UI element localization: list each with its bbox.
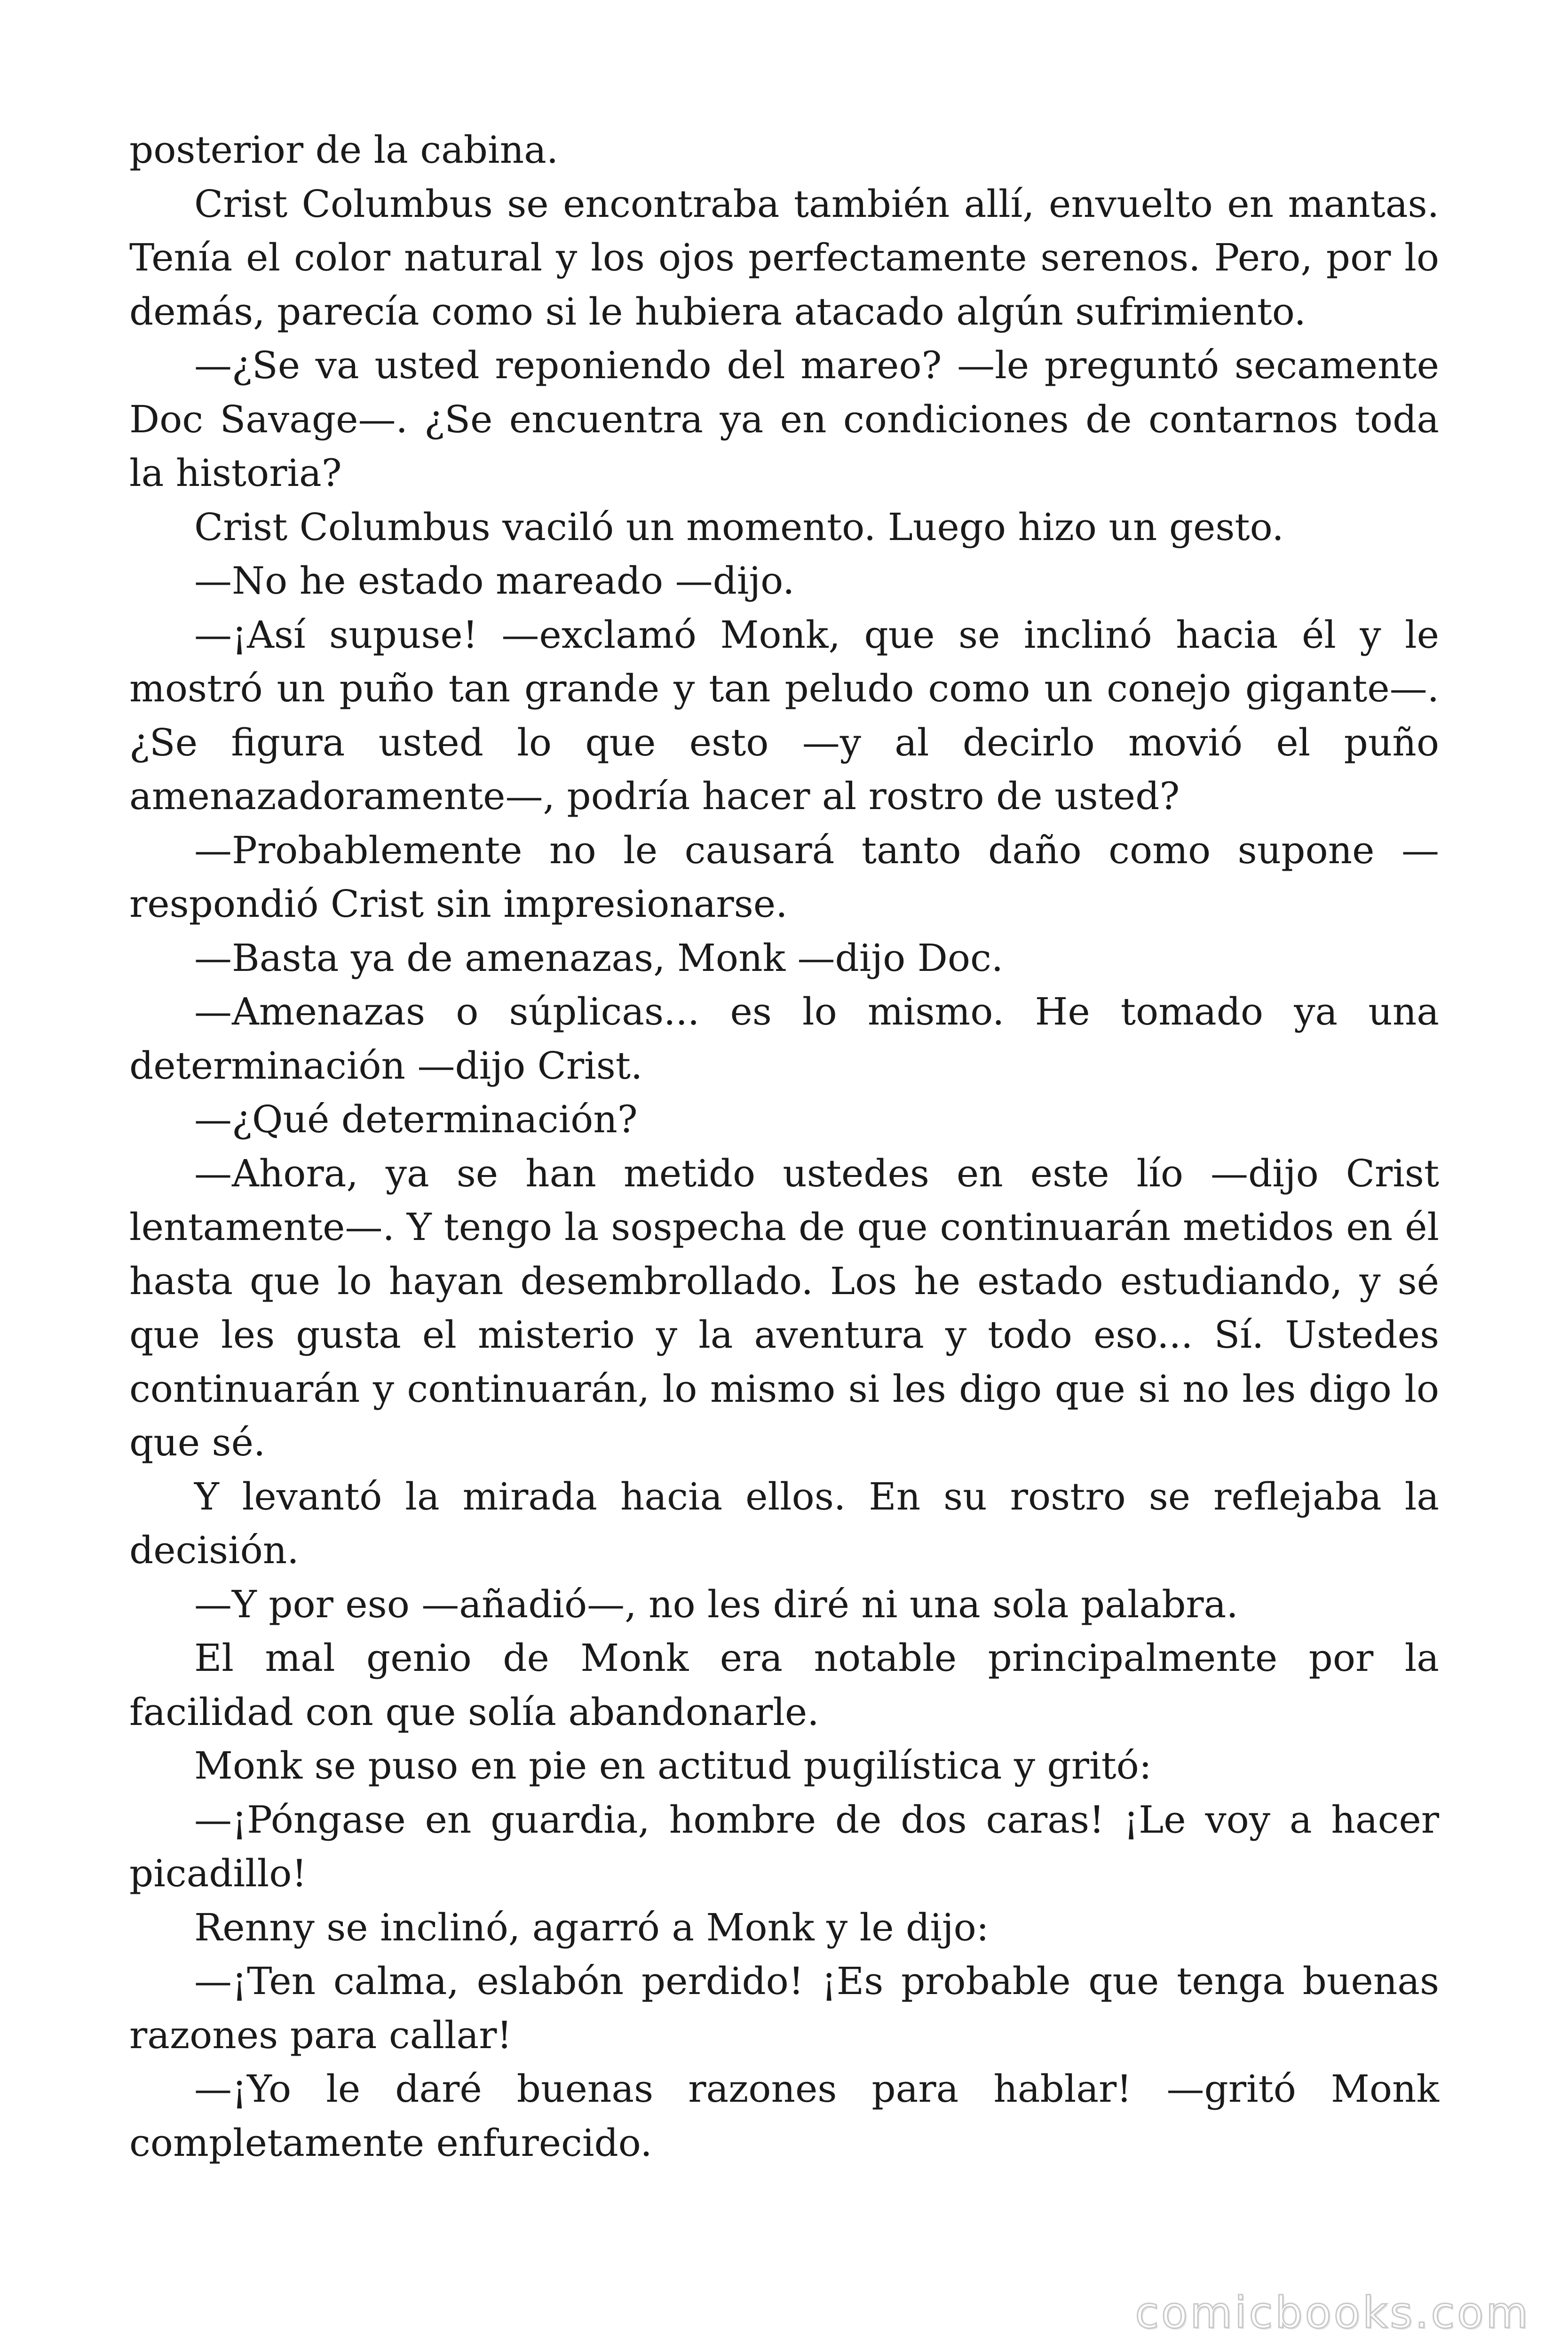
paragraph: —¡Yo le daré buenas razones para hablar! —gritó Monk completamente enfurecido.: [129, 2067, 1439, 2165]
paragraph: —Probablemente no le causará tanto daño como supone — respondió Crist sin impresionarse.: [129, 828, 1439, 926]
paragraph: Crist Columbus vaciló un momento. Luego hizo un gesto.: [194, 505, 1284, 549]
paragraph: —¿Qué determinación?: [194, 1097, 638, 1141]
watermark: comicbooks.com: [1135, 2288, 1530, 2338]
paragraph: —¡Así supuse! —exclamó Monk, que se inclinó hacia él y le mostró un puño tan grande y tan peludo como un conejo gigante—. ¿Se figura usted lo que esto —y al decirlo movió el puño amenazadoramente—, podría hacer al rostro de usted?: [129, 612, 1439, 818]
page-text: [129, 123, 1439, 2170]
paragraph: —Basta ya de amenazas, Monk —dijo Doc.: [194, 936, 1004, 980]
paragraph: Renny se inclinó, agarró a Monk y le dijo:: [194, 1905, 989, 1949]
paragraph: Crist Columbus se encontraba también allí, envuelto en mantas. Tenía el color natural y los ojos perfectamente serenos. Pero, por lo demás, parecía como si le hubiera atacado algún sufrimiento.: [129, 182, 1439, 334]
paragraph: Y levantó la mirada hacia ellos. En su rostro se reflejaba la decisión.: [129, 1474, 1439, 1572]
paragraph: —Amenazas o súplicas... es lo mismo. He tomado ya una determinación —dijo Crist.: [129, 990, 1439, 1088]
paragraph: —Y por eso —añadió—, no les diré ni una sola palabra.: [194, 1582, 1238, 1626]
paragraph: —Ahora, ya se han metido ustedes en este lío —dijo Crist lentamente—. Y tengo la sospecha de que continuarán metidos en él hasta que lo hayan desembrollado. Los he estado estudiando, y sé que les gusta el misterio y la aventura y todo eso... Sí. Ustedes continuarán y continuarán, lo mismo si les digo que si no les digo lo que sé.: [129, 1151, 1439, 1464]
paragraph: Monk se puso en pie en actitud pugilística y gritó:: [194, 1744, 1152, 1788]
paragraph: El mal genio de Monk era notable principalmente por la facilidad con que solía abandonarle.: [129, 1636, 1439, 1734]
paragraph: —No he estado mareado —dijo.: [194, 559, 795, 603]
paragraph: —¡Ten calma, eslabón perdido! ¡Es probable que tenga buenas razones para callar!: [129, 1959, 1439, 2057]
paragraph: —¿Se va usted reponiendo del mareo? —le preguntó secamente Doc Savage—. ¿Se encuentra ya en condiciones de contarnos toda la historia?: [129, 343, 1439, 495]
paragraph: —¡Póngase en guardia, hombre de dos caras! ¡Le voy a hacer picadillo!: [129, 1797, 1439, 1895]
paragraph: posterior de la cabina.: [129, 128, 559, 172]
